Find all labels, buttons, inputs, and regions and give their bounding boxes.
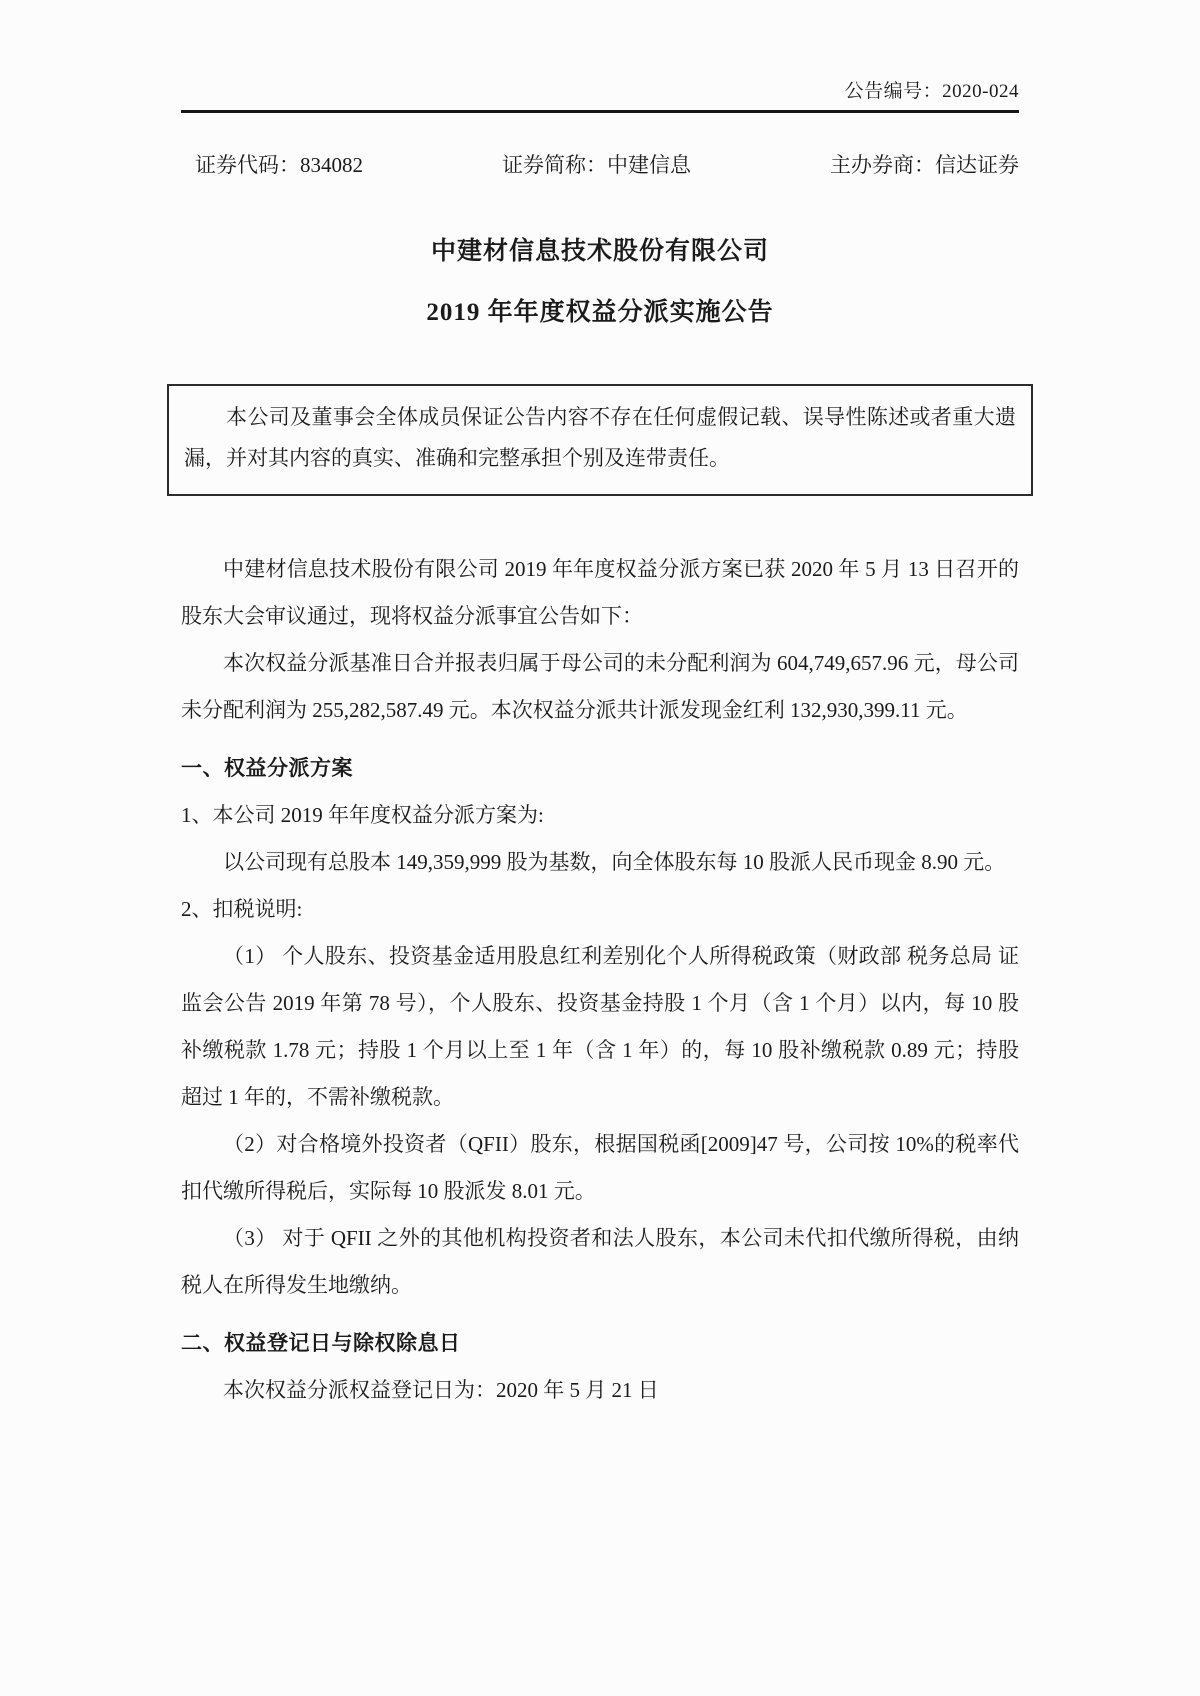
- announcement-title: 2019 年年度权益分派实施公告: [426, 299, 774, 326]
- plan-item-2: 2、扣税说明:: [181, 897, 303, 921]
- securities-header-row: [181, 151, 1019, 179]
- tax-note-1: （1） 个人股东、投资基金适用股息红利差别化个人所得税政策（财政部 税务总局 证监会公告 2019 年第 78 号），个人股东、投资基金持股 1 个月（含 1 个月）以内，每 10 股补缴税款 1.78 元；持股 1 个月以上至 1 年（含 1 年）的，每 10 股补缴税款 0.89 元；持股超过 1 年的，不需补缴税款。: [181, 944, 1019, 1109]
- intro-paragraph-2: 本次权益分派基准日合并报表归属于母公司的未分配利润为 604,749,657.96 元，母公司未分配利润为 255,282,587.49 元。本次权益分派共计派发现金红利 132,930,399.11 元。: [181, 651, 1019, 722]
- disclaimer-box: [167, 384, 1033, 496]
- disclaimer-text: 本公司及董事会全体成员保证公告内容不存在任何虚假记载、误导性陈述或者重大遗漏，并对其内容的真实、准确和完整承担个别及连带责任。: [184, 405, 1016, 470]
- section-1-heading: 一、权益分派方案: [181, 757, 353, 780]
- record-date-line: 本次权益分派权益登记日为：2020 年 5 月 21 日: [223, 1378, 659, 1402]
- tax-note-3: （3） 对于 QFII 之外的其他机构投资者和法人股东，本公司未代扣代缴所得税，由纳税人在所得发生地缴纳。: [181, 1226, 1019, 1297]
- plan-item-1: 1、本公司 2019 年年度权益分派方案为:: [181, 803, 544, 827]
- announcement-body: [181, 546, 1019, 1414]
- company-name-title: 中建材信息技术股份有限公司: [430, 238, 769, 265]
- header-divider: [181, 110, 1019, 113]
- stock-code: 证券代码：834082: [195, 153, 363, 177]
- tax-note-2: （2）对合格境外投资者（QFII）股东，根据国税函[2009]47 号，公司按 10%的税率代扣代缴所得税后，实际每 10 股派发 8.01 元。: [181, 1132, 1019, 1203]
- stock-short-name: 证券简称：中建信息: [502, 153, 691, 177]
- plan-item-1-detail: 以公司现有总股本 149,359,999 股为基数，向全体股东每 10 股派人民币现金 8.90 元。: [223, 850, 1006, 874]
- section-2-heading: 二、权益登记日与除权除息日: [181, 1332, 461, 1355]
- intro-paragraph-1: 中建材信息技术股份有限公司 2019 年年度权益分派方案已获 2020 年 5 月 13 日召开的股东大会审议通过，现将权益分派事宜公告如下：: [181, 557, 1019, 628]
- lead-broker: 主办券商：信达证券: [830, 153, 1019, 177]
- announcement-number: 公告编号：2020-024: [844, 81, 1019, 102]
